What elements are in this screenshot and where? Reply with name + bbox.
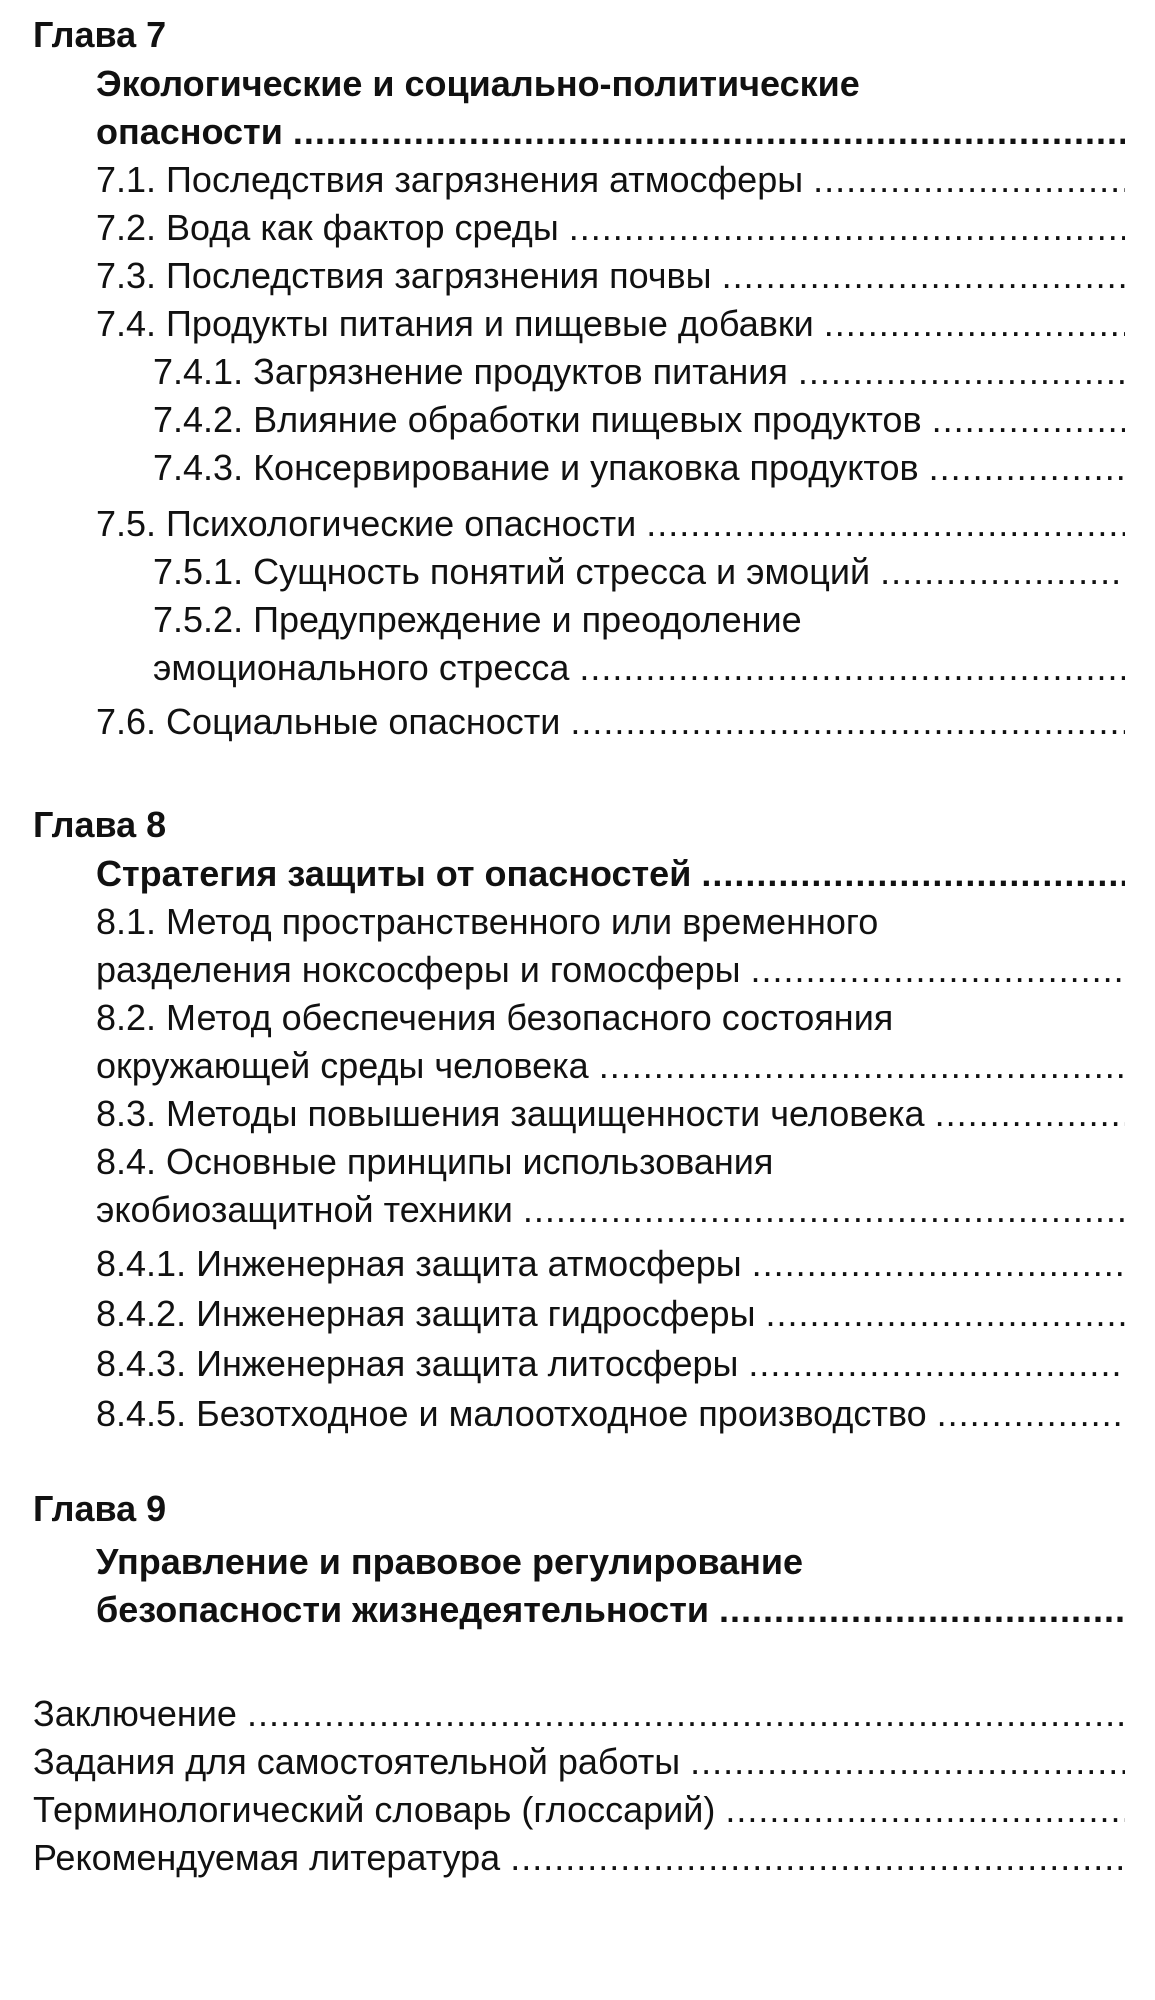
dot-leader: [293, 108, 1125, 156]
toc-entry-7-5[interactable]: [96, 500, 1125, 548]
chapter-9-heading: Глава 9: [33, 1488, 167, 1529]
dot-leader: [748, 1340, 1125, 1388]
dot-leader: [765, 1290, 1125, 1338]
toc-entry-label: 7.2. Вода как фактор среды: [96, 207, 559, 248]
toc-entry-label: 7.1. Последствия загрязнения атмосферы: [96, 159, 804, 200]
chapter-9-title-line-1: [96, 1538, 803, 1586]
toc-entry-conclusion[interactable]: [33, 1690, 1125, 1738]
dot-leader: [646, 500, 1125, 548]
toc-entry-8-4-1[interactable]: [96, 1240, 1125, 1288]
dot-leader: [880, 548, 1125, 596]
dot-leader: [570, 698, 1125, 746]
toc-entry-label: 7.6. Социальные опасности: [96, 701, 561, 742]
toc-entry-7-5-1[interactable]: [153, 548, 1125, 596]
chapter-8-heading: Глава 8: [33, 804, 167, 845]
chapter-8-title-text: Стратегия защиты от опасностей: [96, 853, 692, 894]
chapter-9-title-line-2[interactable]: [96, 1586, 1125, 1634]
toc-entry-label: 8.4. Основные принципы использования: [96, 1141, 774, 1182]
toc-entry-7-4-2[interactable]: [153, 396, 1125, 444]
toc-entry-label: 8.1. Метод пространственного или временного: [96, 901, 879, 942]
toc-entry-8-1-line-1[interactable]: [96, 898, 878, 946]
dot-leader: [247, 1690, 1125, 1738]
toc-entry-8-3[interactable]: [96, 1090, 1125, 1138]
toc-entry-label: 7.4.2. Влияние обработки пищевых продуктов: [153, 399, 922, 440]
toc-entry-label: Задания для самостоятельной работы: [33, 1741, 681, 1782]
toc-entry-7-1[interactable]: [96, 156, 1125, 204]
toc-entry-label: 8.3. Методы повышения защищенности человека: [96, 1093, 925, 1134]
toc-entry-label: разделения ноксосферы и гомосферы: [96, 949, 741, 990]
toc-entry-label: 8.2. Метод обеспечения безопасного состояния: [96, 997, 894, 1038]
dot-leader: [824, 300, 1125, 348]
toc-entry-7-3[interactable]: [96, 252, 1125, 300]
toc-entry-label: 7.4. Продукты питания и пищевые добавки: [96, 303, 814, 344]
toc-entry-label: окружающей среды человека: [96, 1045, 589, 1086]
toc-entry-label: 7.5.1. Сущность понятий стресса и эмоций: [153, 551, 871, 592]
chapter-7-title-text-2: опасности: [96, 111, 283, 152]
dot-leader: [751, 946, 1125, 994]
dot-leader: [813, 156, 1125, 204]
toc-entry-8-4-2[interactable]: [96, 1290, 1125, 1338]
toc-entry-label: 7.3. Последствия загрязнения почвы: [96, 255, 712, 296]
toc-entry-8-2-line-2[interactable]: [96, 1042, 1125, 1090]
toc-entry-literature[interactable]: [33, 1834, 1125, 1882]
dot-leader: [932, 396, 1125, 444]
toc-entry-7-4-3[interactable]: [153, 444, 1125, 492]
dot-leader: [579, 644, 1125, 692]
toc-entry-label: 8.4.1. Инженерная защита атмосферы: [96, 1243, 742, 1284]
toc-entry-8-4-5[interactable]: [96, 1390, 1125, 1438]
chapter-7-title-text-1: Экологические и социально-политические: [96, 63, 860, 104]
toc-entry-label: 8.4.5. Безотходное и малоотходное производство: [96, 1393, 927, 1434]
chapter-7-title-line-1: [96, 60, 860, 108]
toc-entry-7-2[interactable]: [96, 204, 1125, 252]
chapter-9-title-text-2: безопасности жизнедеятельности: [96, 1589, 709, 1630]
toc-entry-7-4-1[interactable]: [153, 348, 1125, 396]
dot-leader: [599, 1042, 1125, 1090]
dot-leader: [569, 204, 1125, 252]
dot-leader: [798, 348, 1125, 396]
toc-entry-8-4-3[interactable]: [96, 1340, 1125, 1388]
toc-entry-assignments[interactable]: [33, 1738, 1125, 1786]
toc-entry-7-4[interactable]: [96, 300, 1125, 348]
dot-leader: [929, 444, 1125, 492]
chapter-8-title[interactable]: [96, 850, 1125, 898]
chapter-9-title-text-1: Управление и правовое регулирование: [96, 1541, 804, 1582]
toc-entry-label: 8.4.3. Инженерная защита литосферы: [96, 1343, 739, 1384]
toc-entry-label: 7.4.1. Загрязнение продуктов питания: [153, 351, 788, 392]
chapter-7-title-line-2[interactable]: [96, 108, 1125, 156]
dot-leader: [725, 1786, 1125, 1834]
toc-entry-label: Терминологический словарь (глоссарий): [33, 1789, 716, 1830]
dot-leader: [523, 1186, 1125, 1234]
dot-leader: [937, 1390, 1125, 1438]
toc-entry-label: экобиозащитной техники: [96, 1189, 513, 1230]
toc-entry-8-4-line-1[interactable]: [96, 1138, 773, 1186]
dot-leader: [752, 1240, 1125, 1288]
chapter-7-heading: Глава 7: [33, 14, 167, 55]
toc-entry-label: 7.5.2. Предупреждение и преодоление: [153, 599, 802, 640]
toc-entry-glossary[interactable]: [33, 1786, 1125, 1834]
dot-leader: [701, 850, 1125, 898]
dot-leader: [722, 252, 1125, 300]
dot-leader: [719, 1586, 1125, 1634]
toc-entry-7-5-2-line-1[interactable]: [153, 596, 802, 644]
toc-entry-label: Заключение: [33, 1693, 237, 1734]
toc-entry-7-6[interactable]: [96, 698, 1125, 746]
dot-leader: [510, 1834, 1125, 1882]
toc-entry-label: эмоционального стресса: [153, 647, 570, 688]
toc-entry-label: Рекомендуемая литература: [33, 1837, 501, 1878]
toc-entry-8-4-line-2[interactable]: [96, 1186, 1125, 1234]
toc-entry-label: 7.4.3. Консервирование и упаковка продуктов: [153, 447, 919, 488]
toc-entry-label: 8.4.2. Инженерная защита гидросферы: [96, 1293, 756, 1334]
toc-entry-label: 7.5. Психологические опасности: [96, 503, 637, 544]
toc-entry-7-5-2-line-2[interactable]: [153, 644, 1125, 692]
toc-entry-8-2-line-1[interactable]: [96, 994, 893, 1042]
dot-leader: [935, 1090, 1125, 1138]
toc-entry-8-1-line-2[interactable]: [96, 946, 1125, 994]
dot-leader: [690, 1738, 1125, 1786]
